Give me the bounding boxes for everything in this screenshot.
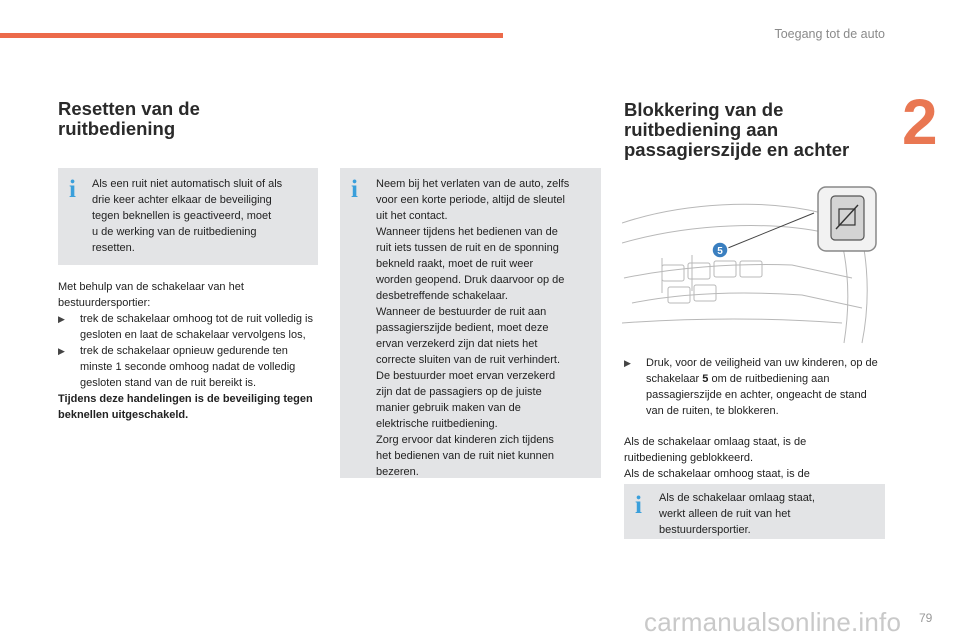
step-text: trek de schakelaar opnieuw gedurende ten minste 1 seconde omhoog nadat de volledig gesloten stand van de ruit bereikt is. xyxy=(80,345,296,389)
list-item xyxy=(58,311,320,343)
arrow-bullet-icon: ▶ xyxy=(58,346,65,356)
lock-instructions xyxy=(624,355,886,498)
info-icon: i xyxy=(351,176,358,203)
info-box-reset xyxy=(58,168,318,265)
switch-number: 5 xyxy=(702,373,709,385)
list-item xyxy=(58,343,320,391)
info-text: Als de schakelaar omlaag staat, werkt alleen de ruit van het bestuurdersportier. xyxy=(659,492,815,536)
arrow-bullet-icon: ▶ xyxy=(58,314,65,324)
callout-label: 5 xyxy=(717,246,723,257)
info-box-lock xyxy=(624,484,885,539)
info-icon: i xyxy=(635,492,642,519)
reset-instructions xyxy=(58,279,320,423)
step-text: Druk, voor de veiligheid van uw kinderen, op de schakelaar xyxy=(646,357,878,385)
info-box-safety xyxy=(340,168,601,478)
lock-heading: Blokkering van de ruitbediening aan passagierszijde en achter xyxy=(624,99,850,160)
step-text: trek de schakelaar omhoog tot de ruit volledig is gesloten en laat de schakelaar vervolgens los, xyxy=(80,313,313,341)
info-text: Neem bij het verlaten van de auto, zelfs voor een korte periode, altijd de sleutel uit het contact. Wanneer tijdens het bedienen van de ruit iets tussen de ruit en de sponning bekneld raakt, moet de ruit weer worden geopend. Druk daarvoor op de desbetreffende schakelaar. Wanneer de bestuurder de ruit aan passagierszijde bedient, moet deze ervan verzekerd zijn dat niets het correcte sluiten van de ruit verhindert. De bestuurder moet ervan verzekerd zijn dat de passagiers op de juiste manier gebruik maken van de elektrische ruitbediening. Zorg ervoor dat kinderen zich tijdens het bedienen van de ruit niet kunnen bezeren. xyxy=(376,178,570,478)
accent-bar xyxy=(0,33,503,38)
info-icon: i xyxy=(69,176,76,203)
reset-heading: Resetten van de ruitbediening xyxy=(58,98,200,139)
page-number: 79 xyxy=(919,611,933,625)
door-switch-illustration xyxy=(622,183,886,346)
chapter-number: 2 xyxy=(902,86,938,158)
warning-text: Tijdens deze handelingen is de beveiliging tegen beknellen uitgeschakeld. xyxy=(58,393,313,421)
intro-text: Met behulp van de schakelaar van het bestuurdersportier: xyxy=(58,281,244,309)
step-text: om de ruitbediening aan passagierszijde en achter, ongeacht de stand van de ruiten, te blokkeren. xyxy=(646,373,867,417)
info-text: Als een ruit niet automatisch sluit of als drie keer achter elkaar de beveiliging tegen beknellen is geactiveerd, moet u de werking van de ruitbediening resetten. xyxy=(92,178,283,254)
lock-state-text: Als de schakelaar omlaag staat, is de ruitbediening geblokkeerd. Als de schakelaar omhoog staat, is de xyxy=(624,436,810,480)
list-item xyxy=(624,355,886,419)
watermark: carmanualsonline.info xyxy=(644,607,902,637)
arrow-bullet-icon: ▶ xyxy=(624,358,631,368)
section-title: Toegang tot de auto xyxy=(774,27,885,41)
